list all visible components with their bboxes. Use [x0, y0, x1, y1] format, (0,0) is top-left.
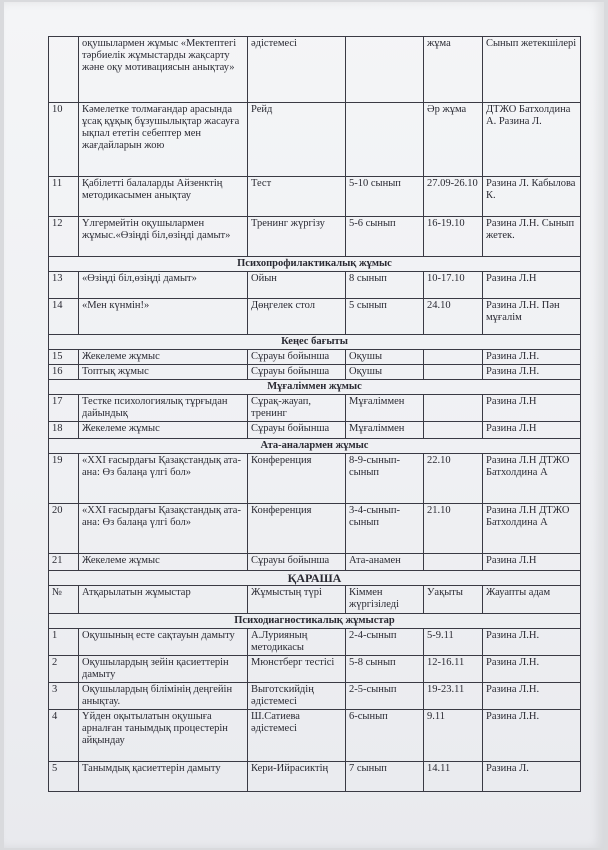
type-cell: Ш.Сатиева әдістемесі: [248, 710, 346, 762]
audience-cell: Мұғаліммен: [346, 422, 424, 439]
date-cell: 21.10: [424, 504, 483, 554]
section-title: Психодиагностикалық жұмыстар: [49, 614, 581, 629]
header-responsible: Жауапты адам: [483, 586, 581, 614]
date-cell: 16-19.10: [424, 217, 483, 257]
row-number: 1: [49, 629, 79, 656]
responsible-cell: Разина Л.Н.: [483, 629, 581, 656]
audience-cell: 3-4-сынып-сынып: [346, 504, 424, 554]
header-type: Жұмыстың түрі: [248, 586, 346, 614]
table-row: [49, 454, 581, 504]
date-cell: [424, 365, 483, 380]
table-row: [49, 422, 581, 439]
date-cell: 5-9.11: [424, 629, 483, 656]
table-row: [49, 365, 581, 380]
type-cell: Мюнстберг тестісі: [248, 656, 346, 683]
type-cell: А.Лурияның методикасы: [248, 629, 346, 656]
table-row: [49, 683, 581, 710]
type-cell: Сұрауы бойынша: [248, 365, 346, 380]
activity-cell: Жекелеме жұмыс: [79, 350, 248, 365]
activity-cell: Топтық жұмыс: [79, 365, 248, 380]
responsible-cell: Разина Л.Н ДТЖО Батхолдина А: [483, 454, 581, 504]
table-row: [49, 504, 581, 554]
audience-cell: 2-5-сынып: [346, 683, 424, 710]
section-title: Психопрофилактикалық жұмыс: [49, 257, 581, 272]
table-row: [49, 217, 581, 257]
row-number: 4: [49, 710, 79, 762]
activity-cell: Жекелеме жұмыс: [79, 422, 248, 439]
audience-cell: 5-6 сынып: [346, 217, 424, 257]
type-cell: Конференция: [248, 504, 346, 554]
type-cell: әдістемесі: [248, 37, 346, 103]
responsible-cell: Разина Л.Н: [483, 422, 581, 439]
month-title: ҚАРАША: [49, 571, 581, 586]
section-row: [49, 257, 581, 272]
row-number: [49, 37, 79, 103]
date-cell: 10-17.10: [424, 272, 483, 299]
date-cell: 27.09-26.10: [424, 177, 483, 217]
audience-cell: 5-8 сынып: [346, 656, 424, 683]
type-cell: Сұрауы бойынша: [248, 422, 346, 439]
date-cell: 24.10: [424, 299, 483, 335]
header-date: Уақыты: [424, 586, 483, 614]
activity-cell: Жекелеме жұмыс: [79, 554, 248, 571]
plan-table: [48, 36, 581, 792]
table-row: [49, 299, 581, 335]
audience-cell: [346, 37, 424, 103]
responsible-cell: Разина Л. Кабылова К.: [483, 177, 581, 217]
row-number: 12: [49, 217, 79, 257]
audience-cell: [346, 103, 424, 177]
type-cell: Выготскийдің әдістемесі: [248, 683, 346, 710]
header-row: [49, 586, 581, 614]
row-number: 13: [49, 272, 79, 299]
row-number: 15: [49, 350, 79, 365]
activity-cell: Танымдық қасиеттерін дамыту: [79, 762, 248, 792]
date-cell: [424, 554, 483, 571]
table-row: [49, 710, 581, 762]
section-row: [49, 380, 581, 395]
date-cell: Әр жұма: [424, 103, 483, 177]
audience-cell: Оқушы: [346, 365, 424, 380]
responsible-cell: Разина Л.: [483, 762, 581, 792]
type-cell: Тест: [248, 177, 346, 217]
activity-cell: «XXI ғасырдағы Қазақстандық ата-ана: Өз балаңа үлгі бол»: [79, 454, 248, 504]
activity-cell: «Өзіңді біл,өзіңді дамыт»: [79, 272, 248, 299]
row-number: 5: [49, 762, 79, 792]
table-row: [49, 629, 581, 656]
table-row: [49, 656, 581, 683]
table-row: [49, 103, 581, 177]
activity-cell: «XXI ғасырдағы Қазақстандық ата-ана: Өз балаңа үлгі бол»: [79, 504, 248, 554]
activity-cell: Оқушының есте сақтауын дамыту: [79, 629, 248, 656]
row-number: 14: [49, 299, 79, 335]
type-cell: Сұрауы бойынша: [248, 554, 346, 571]
activity-cell: Үлгермейтін оқушылармен жұмыс.«Өзіңді біл,өзіңді дамыт»: [79, 217, 248, 257]
audience-cell: Оқушы: [346, 350, 424, 365]
date-cell: [424, 422, 483, 439]
row-number: 10: [49, 103, 79, 177]
audience-cell: 5-10 сынып: [346, 177, 424, 217]
audience-cell: Ата-анамен: [346, 554, 424, 571]
date-cell: 19-23.11: [424, 683, 483, 710]
type-cell: Сұрақ-жауап, тренинг: [248, 395, 346, 422]
responsible-cell: Разина Л.Н. Сынып жетек.: [483, 217, 581, 257]
date-cell: 14.11: [424, 762, 483, 792]
table-row: [49, 762, 581, 792]
responsible-cell: Разина Л.Н: [483, 554, 581, 571]
audience-cell: 8 сынып: [346, 272, 424, 299]
date-cell: жұма: [424, 37, 483, 103]
table-row: [49, 554, 581, 571]
section-row: [49, 335, 581, 350]
activity-cell: Үйден оқытылатын оқушыға арналған танымдық процестерін айқындау: [79, 710, 248, 762]
responsible-cell: Разина Л.Н.: [483, 710, 581, 762]
activity-cell: «Мен күнмін!»: [79, 299, 248, 335]
type-cell: Дөңгелек стол: [248, 299, 346, 335]
audience-cell: 6-сынып: [346, 710, 424, 762]
row-number: 21: [49, 554, 79, 571]
responsible-cell: ДТЖО Батхолдина А. Разина Л.: [483, 103, 581, 177]
type-cell: Тренинг жүргізу: [248, 217, 346, 257]
activity-cell: Оқушылардың білімінің деңгейін анықтау.: [79, 683, 248, 710]
responsible-cell: Разина Л.Н. Пән мұғалім: [483, 299, 581, 335]
row-number: 2: [49, 656, 79, 683]
responsible-cell: Разина Л.Н.: [483, 365, 581, 380]
responsible-cell: Разина Л.Н: [483, 395, 581, 422]
row-number: 19: [49, 454, 79, 504]
header-audience: Кіммен жүргізіледі: [346, 586, 424, 614]
row-number: 18: [49, 422, 79, 439]
header-activity: Атқарылатын жұмыстар: [79, 586, 248, 614]
document-page: [4, 2, 604, 848]
audience-cell: 2-4-сынып: [346, 629, 424, 656]
responsible-cell: Разина Л.Н.: [483, 683, 581, 710]
responsible-cell: Разина Л.Н.: [483, 656, 581, 683]
row-number: 11: [49, 177, 79, 217]
activity-cell: Кәмелетке толмағандар арасында ұсақ құқық бұзушылықтар жасауға ықпал ететін себептер мен жағдайларын жою: [79, 103, 248, 177]
activity-cell: Тестке психологиялық тұрғыдан дайындық: [79, 395, 248, 422]
row-number: 16: [49, 365, 79, 380]
month-row: [49, 571, 581, 586]
type-cell: Ойын: [248, 272, 346, 299]
section-title: Кеңес бағыты: [49, 335, 581, 350]
section-row: [49, 439, 581, 454]
date-cell: 9.11: [424, 710, 483, 762]
section-row: [49, 614, 581, 629]
audience-cell: 5 сынып: [346, 299, 424, 335]
section-title: Ата-аналармен жұмыс: [49, 439, 581, 454]
responsible-cell: Разина Л.Н: [483, 272, 581, 299]
type-cell: Конференция: [248, 454, 346, 504]
audience-cell: Мұғаліммен: [346, 395, 424, 422]
type-cell: Рейд: [248, 103, 346, 177]
row-number: 17: [49, 395, 79, 422]
responsible-cell: Сынып жетекшілері: [483, 37, 581, 103]
header-num: №: [49, 586, 79, 614]
activity-cell: оқушылармен жұмыс «Мектептегі тәрбиелік жұмыстарды жақсарту және оқу мотивациясын анықтау»: [79, 37, 248, 103]
responsible-cell: Разина Л.Н.: [483, 350, 581, 365]
responsible-cell: Разина Л.Н ДТЖО Батхолдина А: [483, 504, 581, 554]
activity-cell: Қабілетті балаларды Айзенктің методикасымен анықтау: [79, 177, 248, 217]
date-cell: [424, 350, 483, 365]
activity-cell: Оқушылардың зейін қасиеттерін дамыту: [79, 656, 248, 683]
table-row: [49, 395, 581, 422]
audience-cell: 8-9-сынып-сынып: [346, 454, 424, 504]
table-row: [49, 350, 581, 365]
date-cell: 12-16.11: [424, 656, 483, 683]
date-cell: [424, 395, 483, 422]
section-title: Мұғаліммен жұмыс: [49, 380, 581, 395]
type-cell: Кери-Ийрасиктің: [248, 762, 346, 792]
type-cell: Сұрауы бойынша: [248, 350, 346, 365]
table-row: [49, 177, 581, 217]
table-row: [49, 272, 581, 299]
audience-cell: 7 сынып: [346, 762, 424, 792]
table-row: [49, 37, 581, 103]
row-number: 3: [49, 683, 79, 710]
row-number: 20: [49, 504, 79, 554]
date-cell: 22.10: [424, 454, 483, 504]
